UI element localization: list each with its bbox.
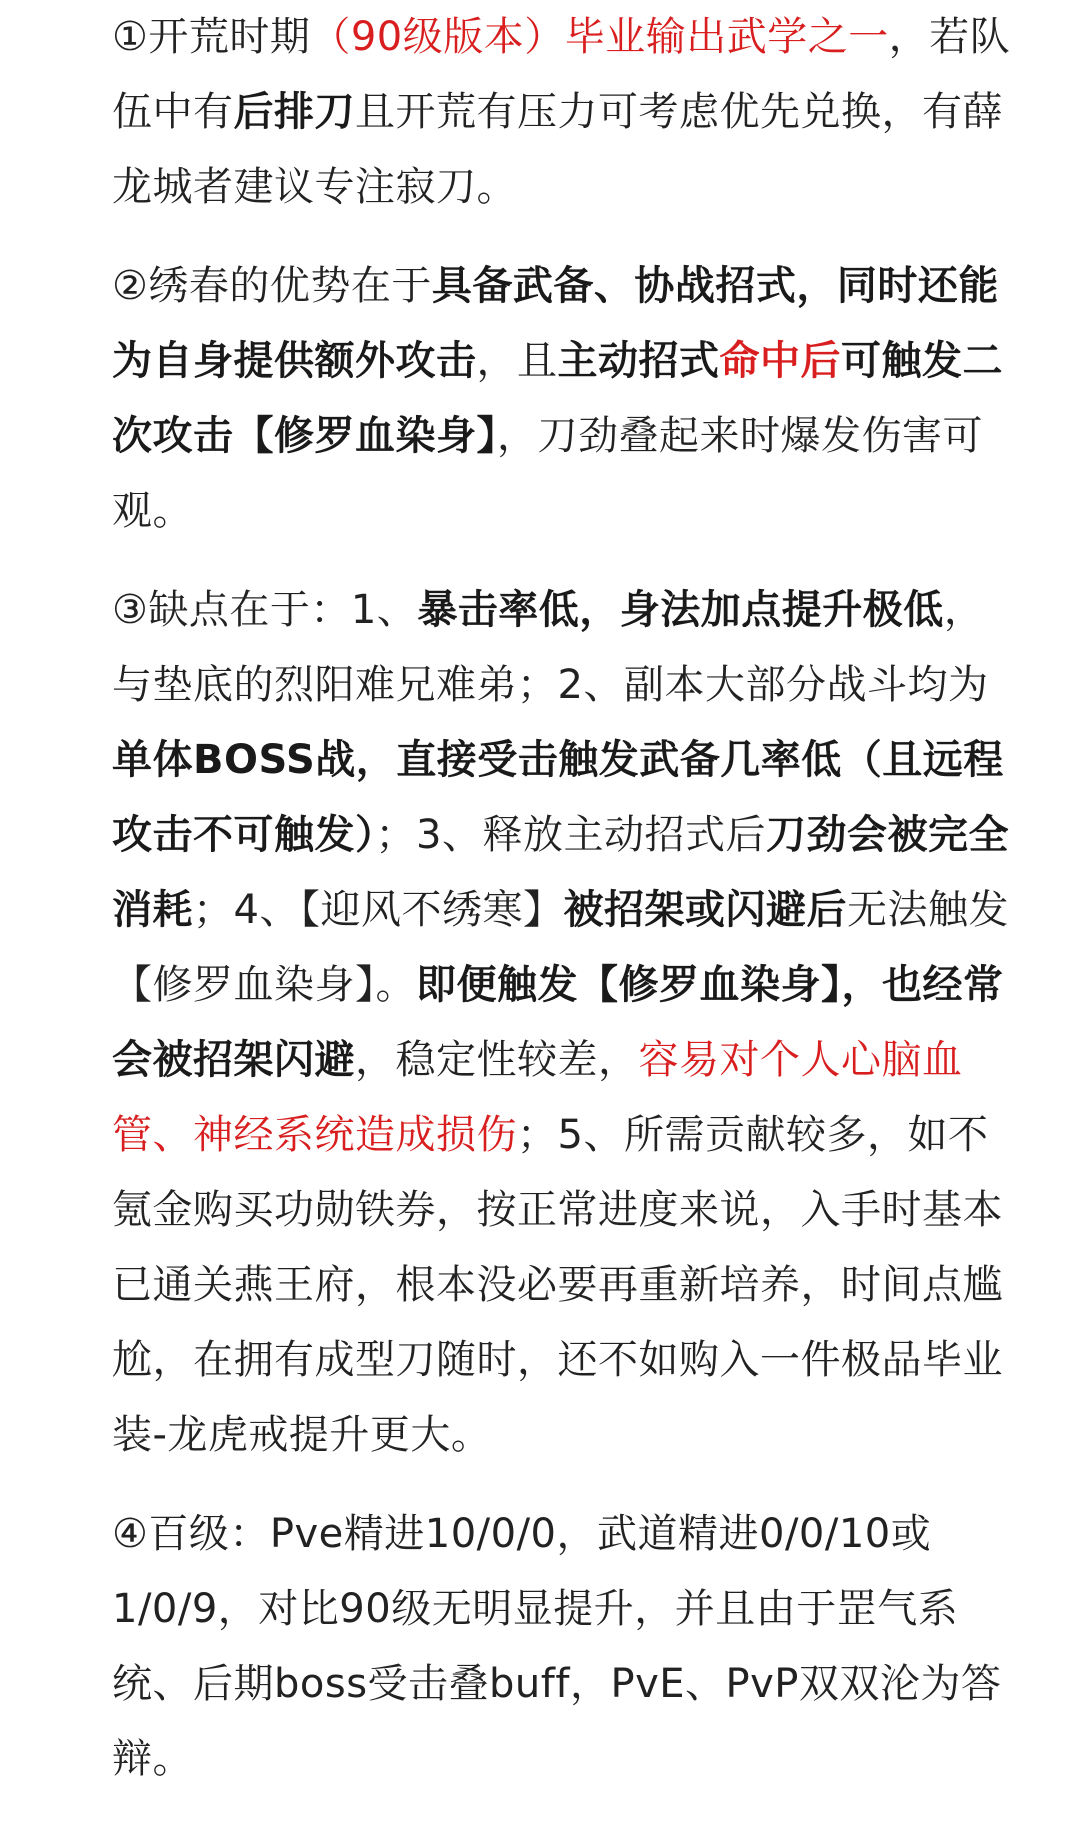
bold-text: 主动招式: [557, 338, 720, 384]
text-segment: ①开荒时期: [112, 14, 311, 60]
text-segment: ②绣春的优势在于: [112, 263, 432, 309]
bold-text: 被招架或闪避后: [563, 887, 847, 933]
text-segment: ，若队伍中有: [112, 14, 1011, 135]
highlight-text: （90级版本）毕业输出武学之一: [310, 14, 889, 60]
bold-text: 后排刀: [233, 89, 355, 135]
text-segment: ，与垫底的烈阳难兄难弟；2、副本大部分战斗均为: [112, 587, 989, 708]
article-body: [112, 0, 1022, 1821]
bold-text: 单体BOSS战，直接受击触发武备几率低（且远程攻击不可触发）: [112, 737, 1004, 858]
text-segment: ；3、释放主动招式后: [375, 812, 766, 858]
text-segment: ④百级：Pve精进10/0/0，武道精进0/0/10或1/0/9，对比90级无明显提升，并且由于罡气系统、后期boss受击叠buff，PvE、PvP双双沦为答辩。: [112, 1511, 1002, 1782]
text-segment: ，刀劲叠起来时爆发伤害可观。: [112, 413, 983, 534]
text-segment: ；5、所需贡献较多，如不氪金购买功勋铁券，按正常进度来说，入手时基本已通关燕王府，根本没必要再重新培养，时间点尴尬，在拥有成型刀随时，还不如购入一件极品毕业装-龙虎戒提升更大。: [112, 1112, 1003, 1458]
text-segment: 且开荒有压力可考虑优先兑换，有薛龙城者建议专注寂刀。: [112, 89, 1003, 210]
paragraph-4: [112, 1497, 1022, 1797]
highlight-bold-text: 命中后: [719, 338, 841, 384]
text-segment: ；4、【迎风不绣寒】: [193, 887, 564, 933]
bold-text: 刀劲会被完全消耗: [112, 812, 1009, 933]
paragraph-2: [112, 249, 1022, 549]
text-segment: 无法触发【修罗血染身】。: [112, 887, 1009, 1008]
bold-text: 即便触发【修罗血染身】，也经常会被招架闪避: [112, 962, 1004, 1083]
text-segment: ③缺点在于：1、: [112, 587, 418, 633]
text-segment: ，且: [476, 338, 558, 384]
text-segment: ，稳定性较差，: [355, 1037, 639, 1083]
paragraph-1: [112, 0, 1022, 225]
paragraph-3: [112, 573, 1022, 1473]
bold-text: 暴击率低，身法加点提升极低: [417, 587, 944, 633]
bold-text: 可触发二次攻击【修罗血染身】: [112, 338, 1003, 459]
highlight-text: 容易对个人心脑血管、神经系统造成损伤: [112, 1037, 963, 1158]
bold-text: 具备武备、协战招式，同时还能为自身提供额外攻击: [112, 263, 999, 384]
